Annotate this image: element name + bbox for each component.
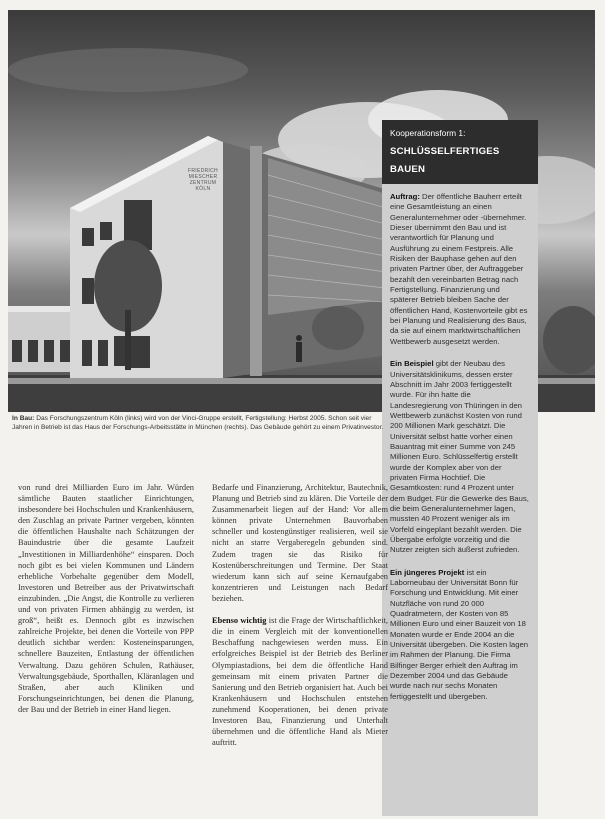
sidebar-header [382,120,538,184]
column-2-text: ist die Frage der Wirtschaftlichkeit, die in einem Vergleich mit der konventionellen Beschaffung nachgewiesen werden muss. Ein erfolgreiches Beispiel ist der Betrieb des Berliner Olympiastadions, bei dem die öffentliche Hand gemeinsam mit einem privaten Partner die Sanierung und den Betrieb organisiert hat. Auch bei Krankenhäusern und Hochschulen entstehen zunehmend Kooperationen, bei denen private Investoren Bau, Finanzierung und Unterhalt übernehmen und die öffentliche Hand als Mieter auftritt. [212,616,389,748]
column-2-lead: Ebenso wichtig [212,616,267,626]
building-sign-line: ZENTRUM [189,180,217,186]
column-2-intro: Bedarfe und Finanzierung, Architektur, Bautechnik, Planung und Betrieb sind zu klären. Die Vorteile der Zusammenarbeit liegen auf der Hand: Vor allem können private Unternehmen Bauvorhaben schneller und kostengünstiger realisieren, weil sie nicht an starre Vergaberegeln gebunden sind. Zudem tragen sie das Risiko für Kostenüberschreitungen und Termine. Der Staat wiederum kann sich auf seine Kernaufgaben konzentrieren und Leistungen nach Bedarf beziehen. [212,483,388,603]
building-sign-line: FRIEDRICH [188,168,218,174]
paragraph-text: ist ein Laborneubau der Universität Bonn für Forschung und Entwicklung. Mit einer Nutzfläche von rund 20 000 Quadratmetern, der Kosten von 85 Millionen Euro und einer Bauzeit von 18 Monaten wurde er Ende 2004 an die Universität übergeben. Die Kosten lagen im Rahmen der Planung. Die Firma Bilfinger Berger erhielt den Auftrag im Dezember 2004 und das Gebäude wurde nach nur sechs Monaten fertiggestellt und übergeben. [390,567,529,701]
sidebar-paragraph [390,359,530,556]
caption-lead: In Bau: [12,415,35,422]
article-column-2 [212,482,388,748]
building-sign-line: KÖLN [195,186,211,192]
building-sign [188,168,218,192]
sidebar-paragraph [390,192,530,347]
photo-caption [12,414,388,432]
paragraph-text: gibt der Neubau des Universitätsklinikums, dessen erster Abschnitt im Jahr 2003 fertiggestellt wurde. Für ihn hatte die Landesregierung von Thüringen in den Wettbewerb zunächst Kosten von rund 200 Millionen Mark geschätzt. Die Universität selbst hatte vorher einen Bauantrag mit einer Summe von 245 Millionen Euro. Schlüsselfertig erstellt wurde der Komplex aber von der privaten Firma Hochtief. Die Gesamtkosten: rund 4 Prozent unter dem Budget. Für die Gewerke des Baus, die beim Generalunternehmer lagen, mussten 40 Prozent weniger als im Vorfeld eingeplant bezahlt werden. Die Übergabe erfolgte vorzeitig und die Nutzer zeigten sich äußerst zufrieden. [390,359,529,555]
sidebar-title: SCHLÜSSELFERTIGES BAUEN [390,146,500,175]
column-1-text: von rund drei Milliarden Euro im Jahr. Würden sämtliche Bauten staatlicher Einrichtungen, insbesondere bei Hochschulen und Krankenhäusern, den Zuschlag an private Partner vergeben, könnten die öffentlichen Haushalte nach Schätzungen der Bauindustrie über die gesamte Laufzeit „Investitionen in Milliardenhöhe“ einsparen. Doch noch gibt es bei vielen Kommunen und Ländern erhebliche Vorbehalte gegenüber dem Modell, Investoren und Betreiber aus der Privatwirtschaft einzubinden. „Die Angst, die Kontrolle zu verlieren und von privaten Firmen abhängig zu werden, ist groß“, heißt es. Dennoch gibt es inzwischen zahlreiche Projekte, bei denen die Vorteile von PPP deutlich sichtbar werden: Kosteneinsparungen, schnellere Bauzeiten, Entlastung der öffentlichen Verwaltung. Dazu gehören Schulen, Rathäuser, Verwaltungsgebäude, Sporthallen, Kläranlagen und Straßen, aber auch Kliniken und Forschungseinrichtungen, bei denen die Planung, der Bau und der Betrieb in einer Hand liegen. [18,483,194,714]
paragraph-lead: Ein jüngeres Projekt [390,567,465,577]
paragraph-text: Der öffentliche Bauherr erteilt eine Gesamtleistung an einen Generalunternehmer oder -übernehmer. Dieser übernimmt den Bau und ist verantwortlich für Planung und Ausführung zu einem Festpreis. Alle Risiken der Bauphase gehen auf den privaten Partner über, der Auftraggeber bezahlt den vereinbarten Betrag nach Fertigstellung. Finanzierung und späterer Betrieb bleiben Sache der öffentlichen Hand, Kostenvorteile gibt es bei Planung und Realisierung des Baus, da sie auf einem marktwirtschaftlichen Wettbewerb ausgesetzt werden. [390,192,528,346]
paragraph-lead: Ein Beispiel [390,359,434,369]
article-column-1 [18,482,194,715]
building-sign-line: MIESCHER [188,174,218,180]
caption-text: Das Forschungszentrum Köln (links) wird von der Vinci-Gruppe erstellt, Fertigstellung: Herbst 2005. Schon seit vier Jahren in Betrieb ist das Haus der Forschungs-Arbeitsstätte in München (rechts). Das Gebäude gehört zu einem Privatinvestor. [12,415,384,431]
sidebar-paragraph [390,568,530,702]
paragraph-lead: Auftrag: [390,192,420,201]
info-sidebar [382,120,538,816]
sidebar-kicker: Kooperationsform 1: [390,128,466,138]
sidebar-body [382,184,538,702]
